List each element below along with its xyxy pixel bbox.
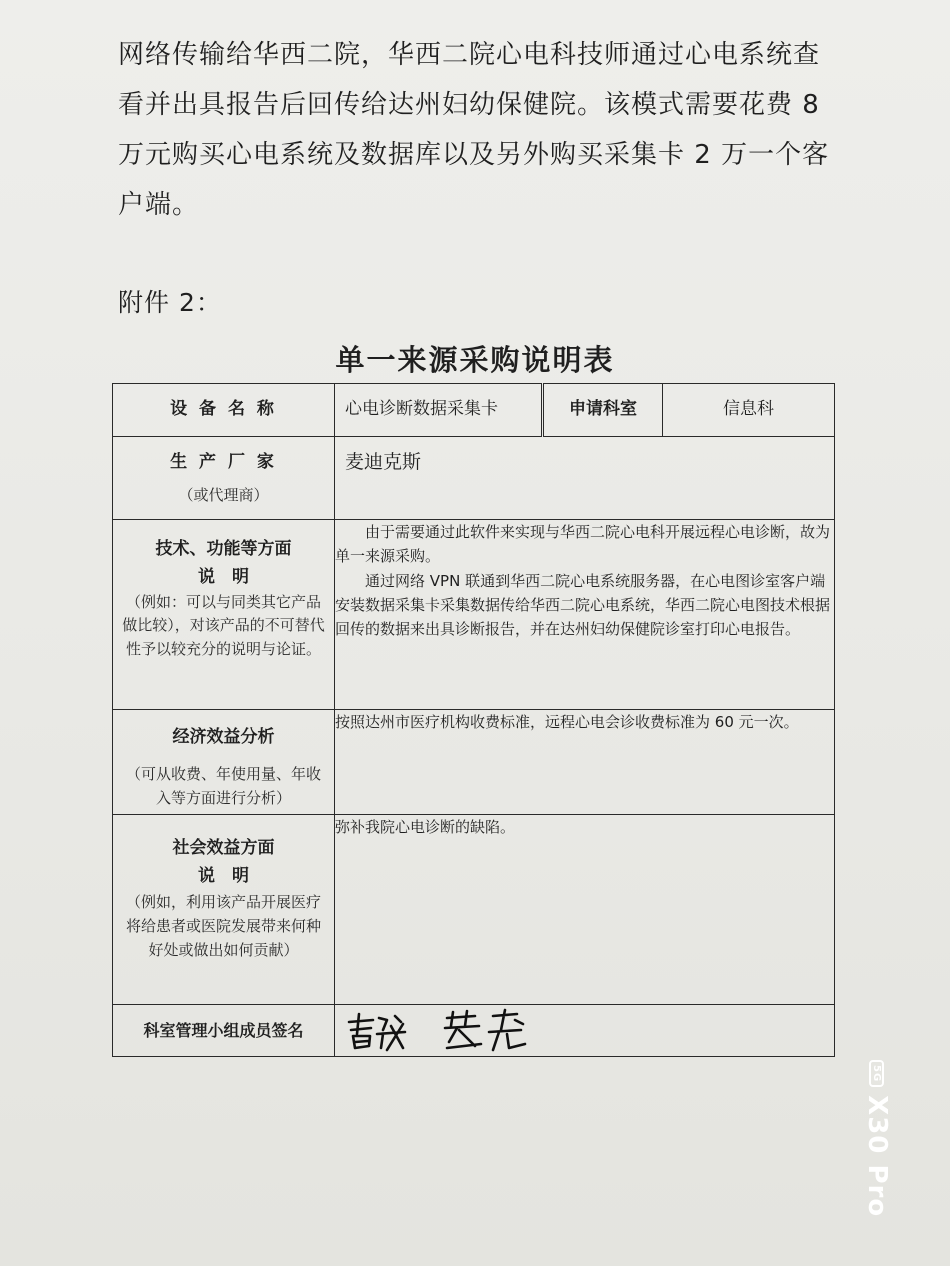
social-label-cell	[113, 815, 335, 1005]
signature-label: 科室管理小组成员签名	[143, 1020, 304, 1040]
row-economic	[113, 710, 835, 815]
row-manufacturer	[113, 437, 835, 520]
manufacturer-label-cell	[113, 437, 335, 520]
technical-paragraph-2: 通过网络 VPN 联通到华西二院心电系统服务器，在心电图诊室客户端安装数据采集卡采集数据传给华西二院心电系统，华西二院心电图技术根据回传的数据来出具诊断报告，并在达州妇幼保健院诊室打印心电报告。	[335, 571, 831, 639]
manufacturer-value-cell	[335, 437, 835, 520]
device-name-label: 设 备 名 称	[170, 399, 277, 420]
social-note: （例如，利用该产品开展医疗将给患者或医院发展带来何种好处或做出如何贡献）	[125, 893, 321, 960]
row-device-name	[113, 384, 835, 437]
technical-label-line2: 说 明	[198, 566, 249, 587]
signature-label-cell	[113, 1005, 335, 1057]
device-name-value: 心电诊断数据采集卡	[345, 399, 498, 420]
social-content-cell	[335, 815, 835, 1005]
dept-label: 申请科室	[569, 399, 637, 420]
manufacturer-label: 生 产 厂 家	[170, 452, 277, 472]
technical-content-cell	[335, 520, 835, 710]
handwritten-signature	[343, 1008, 563, 1054]
technical-paragraph-1: 由于需要通过此软件来实现与华西二院心电科开展远程心电诊断，故为单一来源采购。	[335, 523, 831, 566]
row-technical	[113, 520, 835, 710]
manufacturer-sublabel: （或代理商）	[178, 485, 269, 504]
economic-value: 按照达州市医疗机构收费标准，远程心电会诊收费标准为 60 元一次。	[335, 713, 799, 731]
camera-watermark	[862, 1060, 892, 1217]
economic-content-cell	[335, 710, 835, 815]
row-signature	[113, 1005, 835, 1057]
device-name-label-cell	[113, 384, 335, 437]
technical-label-cell	[113, 520, 335, 710]
signature-cell	[335, 1005, 835, 1057]
dept-value-cell	[663, 384, 835, 437]
procurement-form-table	[112, 383, 835, 1057]
social-value: 弥补我院心电诊断的缺陷。	[335, 818, 516, 836]
camera-model-text: X30 Pro	[862, 1095, 892, 1218]
dept-value: 信息科	[723, 399, 774, 420]
attachment-label: 附件 2：	[118, 288, 222, 317]
technical-note: （例如：可以与同类其它产品做比较），对该产品的不可替代性予以较充分的说明与论证。	[122, 593, 325, 658]
row-social	[113, 815, 835, 1005]
form-title: 单一来源采购说明表	[335, 343, 615, 377]
dept-label-cell	[543, 384, 663, 437]
intro-paragraph: 网络传输给华西二院，华西二院心电科技师通过心电系统查看并出具报告后回传给达州妇幼保健院。该模式需要花费 8 万元购买心电系统及数据库以及另外购买采集卡 2 万一个客户端。	[118, 40, 830, 220]
network-badge: 5G	[869, 1060, 884, 1087]
technical-label: 技术、功能等方面	[155, 539, 292, 559]
economic-label-cell	[113, 710, 335, 815]
social-label-line2: 说 明	[198, 865, 249, 886]
economic-note: （可从收费、年使用量、年收入等方面进行分析）	[125, 764, 321, 807]
social-label: 社会效益方面	[172, 838, 275, 858]
manufacturer-value: 麦迪克斯	[345, 451, 422, 473]
economic-label: 经济效益分析	[172, 727, 275, 747]
device-name-value-cell	[335, 384, 543, 437]
